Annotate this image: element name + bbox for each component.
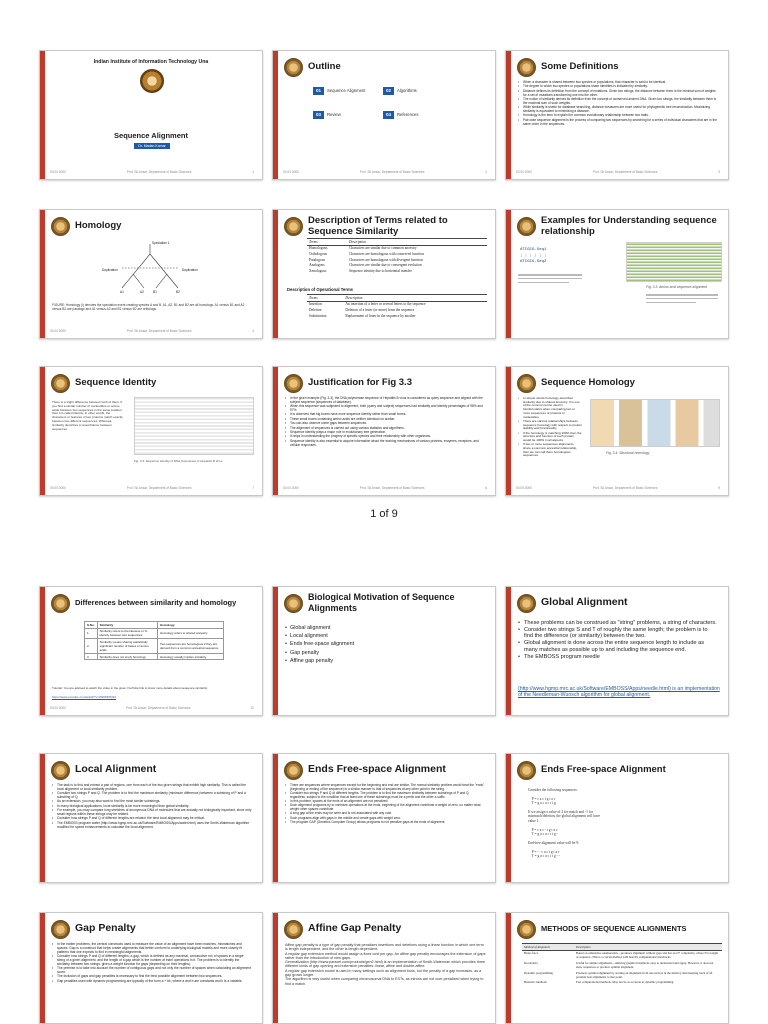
description-text (518, 274, 582, 285)
slide-footer (50, 706, 254, 712)
slide-title: Description of Terms related to Sequence Similarity (308, 215, 448, 237)
gap-penalty-list (52, 943, 252, 984)
emboss-needle-link[interactable]: (http://www.hgmp.mrc.ac.uk/Software/EMBOSS/Apps/needle.html) is an implementation of the Needleman-Wunsch algorithm for global alignment. (518, 686, 720, 698)
institute-logo-icon (284, 374, 303, 393)
table-row (85, 639, 224, 654)
identity-explanation: There is a slight difference between both of them. If you find a similar number of nucleotides or amino acids between two sequences in the same position, then it is called identity. In other words, the characters or features of two proteins match exactly between two different sequences. Whereas, similarity describes a resemblance between sequences. (52, 400, 123, 431)
footer-date: 00.00.0000 (516, 486, 532, 490)
outline-label-1[interactable]: Sequence Alignment (327, 88, 366, 93)
slide-title: Global Alignment (541, 596, 628, 608)
slide-thumbnail-2[interactable] (272, 50, 496, 180)
institute-name: Indian Institute of Information Technology Una (93, 59, 209, 65)
ends-free-list (285, 784, 485, 825)
homology-list (518, 397, 582, 459)
tree-label: Speciation 1 (152, 241, 170, 245)
slide-accent-bar (40, 210, 45, 338)
institute-logo-icon (284, 761, 303, 780)
affine-gap-text: Affine gap penalty is a type of gap penalty that penalizes insertions and deletions using a linear function in which one term is length independent, and the other is length dependent. A regular gap extension method would assign a fixed cost per gap. An affine gap penalty encourages the extension of gaps rather than the introduction of new gaps. Generalization (http://www.paracel.com/products/gen2.html) is an implementation of Smith-Waterman which provides three different kinds of gap opening and extension penalties: linear, affine and double-affine. A regular gap extension model is used in many settings such as alignment tools, but the penalty of a gap increases, as a gap grows longer. The algorithm is very useful when comparing chromosomal DNA to ESTs, as introns are not over-penalized when trying to find a match. (285, 943, 486, 986)
presentation-title: Sequence Alignment (114, 131, 188, 140)
footer-center: Prof. Sk Ansar, Department of Basic Sciences (359, 170, 425, 174)
tree-leaf: A2 (140, 290, 144, 294)
table-cell: Homologous (309, 246, 328, 251)
footer-page: 3 (718, 170, 720, 174)
slide-thumbnail-13[interactable] (39, 753, 263, 883)
definition-item: • The degree to which two species or populations share identities is indicated by similarity. (518, 85, 718, 89)
slide-title: Local Alignment (75, 763, 157, 775)
definition-item: • Homology is the term to explain the common evolutionary relationship between two traits. (518, 114, 718, 118)
definition-item: • Pair-wise sequence alignment is the process of comparing two sequences by searching for a series of individual characters that are in the same order in the sequences. (518, 119, 718, 127)
alignment-figure (626, 242, 722, 282)
list-item: • In many biological applications, local similarity is far more meaningful than global similarity. (52, 805, 252, 809)
table-cell: Fast computational methods. May not be as accurate as dynamic programming. (576, 980, 675, 985)
slide-accent-bar (506, 587, 511, 715)
footer-center: Prof. Sk Ansar, Department of Basic Sciences (359, 486, 425, 490)
footer-page: 1 (252, 170, 254, 174)
list-item: • In the given example (Fig. 3.3), the DNA polymerase sequence of Hepatitis B virus is considered as query sequence and aligned with the subject sequence (sequences of database). (285, 397, 485, 405)
table-cell: Heuristic methods (524, 980, 547, 985)
motivation-list (285, 625, 485, 666)
sequence-1: ATCGCG-Seq1 (520, 248, 547, 252)
table-header-row (307, 239, 487, 246)
footer-page: 2 (485, 170, 487, 174)
slide-title: Some Definitions (541, 61, 619, 72)
definition-item: • The notion of similarity derives its definition from the concept of conserved ancient DNA. Given two strings, the similarity between them is the maximal sum of such weights. (518, 98, 718, 106)
list-item: • It is observed that big boxes have more sequence identity rather than small boxes. (285, 413, 485, 417)
slide-footer (50, 486, 254, 492)
slide-accent-bar (40, 51, 45, 179)
slide-accent-bar (273, 51, 278, 179)
table-cell: Paralogous (309, 257, 325, 262)
list-item: • Consider two strings P and Q of different lengths. The problem is to find the maximum similarity between substrings of P and Q, regardless, subject to the condition that at least one of these substrings must be a prefix and the other a suffix. (285, 792, 485, 799)
table-cell: Useful for simple alignments—utilizing graphical methods, easy to understand and apply. However, it does not show sequences or produce optimal alignment. (576, 960, 714, 969)
table-cell: Similarity does not imply homology (97, 653, 157, 660)
table-cell: Characters are similar due to common ancestry (349, 246, 417, 251)
slide-footer (50, 329, 254, 335)
institute-logo-icon (284, 920, 303, 939)
figure-caption: FIGURE: Homology (i) denotes the speciation event creating species A and B. A1, A2, B1 and B2 are all homologs. A1 versus B1 and A2 versus B2 are paralogs and A1 versus A2 and B1 versus B2 are orthologs. (52, 303, 245, 311)
list-item: • Ends free-space alignment (285, 641, 485, 649)
outline-number-2: 02 (383, 87, 394, 95)
list-item: • Sequence identity plays a major role in evolutionary tree generation. (285, 431, 485, 435)
list-item: • Global alignment is done across the entire sequence length to include as many matches as possible up to and including the sequence end. (518, 640, 718, 653)
table-cell: Homology usually implies similarity (157, 653, 223, 660)
list-item: • These small boxes containing amino acids are neither identical nor similar. (285, 418, 485, 422)
column-header: Similarity (97, 622, 157, 629)
list-item: • These problems can be construed as "string" problems, a string of characters. (518, 620, 718, 626)
slide-footer (283, 170, 487, 176)
table-cell: 3. (85, 653, 98, 660)
slide-thumbnail-4[interactable] (39, 209, 263, 339)
slide-footer (50, 170, 254, 176)
slide-accent-bar (40, 913, 45, 1023)
slide-thumbnail-8[interactable] (272, 366, 496, 496)
footer-page: 7 (252, 486, 254, 490)
column-header: Method of Alignment (522, 944, 574, 951)
list-item: • The program GAP (Genetics Computer Group) allows programs to not penalize gaps at the ends of alignment. (285, 821, 485, 825)
sequence-2: ATCGCG-Seq2 (520, 260, 547, 264)
list-item: • Such alignment programs try to minimize operations at the ends, beginning of the alignment contribute a weight of zero, no matter what weight other spaces contribute. (285, 804, 485, 811)
sequence-connector: | | | | | | (520, 254, 547, 258)
slide-thumbnail-15[interactable] (505, 753, 729, 883)
tree-leaf: B2 (176, 290, 180, 294)
column-header: Homology (157, 622, 223, 629)
table-cell: Characters are homologous with conserved function (349, 251, 424, 256)
institute-logo-icon (517, 920, 536, 939)
slide-title: Justification for Fig 3.3 (308, 377, 412, 388)
institute-logo-icon (517, 217, 536, 236)
definition-item: • When a character is shared between two species or populations, that character is said to be identical. (518, 81, 718, 85)
footer-date: 00.00.0000 (50, 486, 66, 490)
definition-item: • While similarity is useful for database searching, distance measures are more useful for phylogenetic tree reconstruction. Maximizing similarity is equivalent to minimizing a distance. (518, 106, 718, 114)
table-row (522, 960, 722, 970)
limb-homology-image (590, 399, 720, 447)
outline-number-4: 04 (383, 111, 394, 119)
footer-page: 10 (250, 706, 254, 710)
table-cell: Analogous (309, 263, 325, 268)
figure-caption: Fig. 3.4: Structural homology (606, 451, 650, 455)
table-cell: Similarity refers to the likeness or % identity between two sequences (97, 628, 157, 639)
footer-center: Prof. Sk Ansar, Department of Basic Sciences (126, 329, 192, 333)
column-header: Description (574, 944, 722, 951)
table-row (85, 628, 224, 639)
column-header: Description (347, 239, 487, 246)
table-row (522, 979, 722, 985)
slide-thumbnail-3[interactable] (505, 50, 729, 180)
figure-caption: Fig. 3.3: Sequence identity of DNA polymerase in Hepatitis B Virus. (134, 459, 224, 463)
list-item: • There are sequences where sequences except for the beginning and end are similar. The normal similarity problem would treat the "ends" (beginning or ending of the sequence) in a similar manner to that of sequences at any other point in the string. (285, 784, 485, 791)
table-cell: Insertion (309, 302, 322, 307)
list-item: • When this sequence was subjected to alignment, both (query and subject) sequences had similarity and identity percentages of 98% and 97%. (285, 405, 485, 413)
outline-label-3[interactable]: Review (327, 112, 341, 117)
table-cell: 2. (85, 639, 98, 654)
slide-title: Ends Free-space Alignment (308, 763, 446, 775)
justification-list (285, 397, 485, 448)
institute-logo-icon (51, 594, 70, 613)
slide-accent-bar (506, 51, 511, 179)
differences-table (84, 621, 224, 660)
column-header: S.No. (85, 622, 98, 629)
slide-thumbnail-14[interactable] (272, 753, 496, 883)
slide-title: Examples for Understanding sequence relationship (541, 215, 717, 237)
slide-accent-bar (40, 754, 45, 882)
table-row (85, 653, 224, 660)
footer-date: 00.00.0000 (50, 329, 66, 333)
footer-center: Prof. Sk Ansar, Department of Basic Sciences (125, 706, 191, 710)
list-item: • Global alignment (285, 625, 485, 633)
table-cell: Two sequences are homologous if they are derived from a common ancestral sequence (157, 639, 223, 654)
table-cell: Characters are homologous with divergent function (349, 257, 423, 262)
slide-thumbnail-11[interactable] (272, 586, 496, 716)
outline-number-1: 01 (313, 87, 324, 95)
footer-center: Prof. Sk Ansar, Department of Basic Sciences (592, 486, 658, 490)
table-cell: Dynamic programming (524, 970, 553, 975)
tree-leaf: A1 (120, 290, 124, 294)
institute-logo-icon (51, 217, 70, 236)
table-cell: Brute-force (524, 951, 539, 956)
slide-thumbnail-12[interactable] (505, 586, 729, 716)
page-indicator: 1 of 9 (370, 508, 398, 520)
institute-logo-icon (517, 761, 536, 780)
slide-title: Ends Free-space Alignment (541, 764, 666, 775)
table-row (307, 313, 487, 319)
outline-label-4[interactable]: References (397, 112, 419, 117)
slide-thumbnail-18[interactable] (505, 912, 729, 1024)
table-cell: Produces optimal alignment by starting an alignment from one end (as in the matrix), then keeping track of all possible best alignments to that point. (576, 970, 713, 979)
table-cell: Replacement of letter in the sequence by another (345, 313, 416, 318)
institute-logo-icon (517, 58, 536, 77)
slide-thumbnail-7[interactable] (39, 366, 263, 496)
footer-page: 4 (252, 329, 254, 333)
slide-title: Biological Motivation of Sequence Alignments (308, 592, 455, 613)
tree-label: Duplication (182, 268, 198, 272)
tree-label: Duplication (102, 268, 118, 272)
table-header-row (307, 295, 487, 302)
institute-logo-icon (51, 374, 70, 393)
table-cell: Homology refers to shared ancestry (157, 628, 223, 639)
footer-page: 9 (718, 486, 720, 490)
slide-thumbnail-5[interactable] (272, 209, 496, 339)
slide-thumbnail-9[interactable] (505, 366, 729, 496)
table-cell: Deletion (309, 307, 322, 312)
institute-logo-icon (51, 761, 70, 780)
slide-thumbnail-10[interactable] (39, 586, 263, 716)
slide-thumbnail-16[interactable] (39, 912, 263, 1024)
footer-center: Prof. Sk Ansar, Department of Basic Sciences (126, 486, 192, 490)
table-cell: An insertion of a letter or several letters to the sequence (345, 302, 426, 307)
author-badge: Dr. Madan Kumar (134, 143, 170, 149)
list-item: • Gap penalty (285, 650, 485, 658)
global-alignment-list (518, 620, 718, 661)
figure-caption: Fig. 3.3: Amino acid sequence alignment (646, 285, 708, 289)
column-header: Terms (307, 295, 343, 302)
slide-footer (516, 170, 720, 176)
slide-footer (283, 486, 487, 492)
slide-accent-bar (273, 754, 278, 882)
definition-item: • Distance defines its definition from the concept of mutations. Given two strings, the distance between them is the minimal sum of weights for a set of mutations transforming one into the other. (518, 90, 718, 98)
list-item: • Consider two strings P and Q. The problem is to find the maximum similarity (minimum difference) between a substring of P and a substring of Q. (52, 792, 252, 800)
list-item: • If the homology is matching 100% then the structure and function of such protein would be 100% in all aspects. (518, 432, 582, 443)
list-item: • The alignment of sequences is carried out using various statistics and algorithms. (285, 427, 485, 431)
table-row (307, 268, 487, 274)
footer-center: Prof. Sk Ansar, Department of Basic Sciences (592, 170, 658, 174)
footer-date: 00.00.0000 (50, 170, 66, 174)
table-cell: Deletion of a letter (or more) from the sequence (345, 307, 415, 312)
list-item: • In this problem, spaces at the ends of an alignment are not penalized. (285, 800, 485, 804)
list-item: • Such programs align with gaps in the middle and create gaps with weight zero. (285, 817, 485, 821)
table-cell: Substitution (309, 313, 327, 318)
table-header-row (85, 622, 224, 629)
definition-list (518, 81, 718, 127)
list-item: • Local alignment (285, 633, 485, 641)
footer-center: Prof. Sk Ansar, Department of Basic Sciences (126, 170, 192, 174)
list-item: • Consider how strings P and Q of different lengths, a gap, which is defined as any maximal, consecutive run of spaces in a single string of a given alignment, and the length of a gap which is the number of indel operations in it. The problem is to identify the similarity between two strings, given a weight function for gaps (depending on their lengths). (52, 955, 252, 966)
table-cell: Dot-matrix (524, 960, 538, 965)
table-cell: 1. (85, 628, 98, 639)
table-cell: Based on exhaustive enumeration—produces alignment without gaps and has an O* complexity, where N is length of sequence. This is a crucial method with heavily computational drawbacks. (576, 951, 719, 960)
list-item: • Gap penalties used with dynamic programming are typically of the form a + bk, where a and b are constants and k is a variable. (52, 980, 252, 984)
outline-number-3: 03 (313, 111, 324, 119)
list-item: • The EMBOSS program water (http://www.hgmp.mrc.ac.uk/Software/EMBOSS/Apps/water.html) uses the Smith-Waterman algorithm modified for speed enhancements to calculate the local alignment. (52, 822, 252, 830)
table-cell: Sequence identity due to horizontal transfer (349, 268, 412, 273)
tree-leaf: B1 (153, 290, 157, 294)
institute-logo-icon (517, 374, 536, 393)
list-item: • For example, you may compare long stretches of anonymous DNA of molecules that are actually not biologically important, since only small regions within these strings may be related. (52, 809, 252, 817)
table-row (522, 950, 722, 960)
list-item: • The task is to find and extract a pair of regions, one from each of the two given strings that exhibit high similarity. This is called the local alignment or local similarity problem. (52, 784, 252, 792)
column-header: Description (343, 295, 487, 302)
table-cell: Similarity means sharing statistically significant number of bases or amino acids (97, 639, 157, 654)
slide-title: Differences between similarity and homology (75, 598, 237, 607)
slide-title: Outline (308, 61, 341, 72)
slide-accent-bar (506, 367, 511, 495)
institute-logo-icon (51, 920, 70, 939)
tutorial-note: Tutorial: You are advised to watch the video in the given YouTube link to know more details about sequence similarity: (52, 686, 208, 690)
list-item: • Consider two strings S and T of roughly the same length; the problem is to find the difference (or similarity) between the two. (518, 627, 718, 640)
list-item: • In simple words homology describes similarity due to shared ancestry. It is one of the common terms used in bioinformatics when comparing two or more sequences of proteins or nucleotides. (518, 397, 582, 419)
institute-logo-icon (284, 58, 303, 77)
list-item: • You can also observe some gaps between sequences. (285, 422, 485, 426)
figure-description (646, 294, 718, 305)
table-subtitle: Description of Operational Terms (287, 287, 354, 292)
institute-logo-icon (284, 594, 303, 613)
slide-accent-bar (273, 913, 278, 1023)
footer-date: 00.00.0000 (283, 170, 299, 174)
slide-title: Sequence Identity (75, 377, 157, 388)
slide-accent-bar (506, 210, 511, 338)
operational-terms-table (307, 294, 487, 318)
list-item: • If two or more sequences alignments share a common ancestral relationship, then we can call them homologous sequences. (518, 443, 582, 458)
slide-thumbnail-6[interactable] (505, 209, 729, 339)
footer-date: 00.00.0000 (516, 170, 532, 174)
outline-label-2[interactable]: Algorithms (397, 88, 417, 93)
slide-accent-bar (273, 210, 278, 338)
list-item: • The premise is to take into account the number of contiguous gaps and not only the number of spaces when calculating an alignment score. (52, 967, 252, 975)
table-cell: Orthologous (309, 251, 327, 256)
alignment-methods-table (522, 943, 722, 985)
slide-title: METHODS OF SEQUENCE ALIGNMENTS (541, 924, 687, 933)
end-free-example: Consider the following sequences: P = c a c t g t a c T = g a c a c t t g If we assign a value of 2 for match and -1 for mismatch/deletion, the global alignment will have value 1: P = c a c - t g t a c T = g a c a c t t g - End-free alignment value will be 9: P = - - c a c t g t a c T = g a c a c t t g - - (528, 788, 601, 859)
list-item: • A long gap at the ends may be seen and is not associated with any cost. (285, 812, 485, 816)
slide-accent-bar (273, 587, 278, 715)
tutorial-link[interactable]: https://www.youtube.com/watch?v=Wk6MPfQ9d (52, 695, 116, 699)
institute-logo-icon (140, 69, 164, 93)
slide-footer (516, 486, 720, 492)
institute-logo-icon (284, 217, 303, 236)
slide-thumbnail-17[interactable] (272, 912, 496, 1024)
list-item: • It helps in understanding the progeny of specific species and their relationship with other organisms. (285, 435, 485, 439)
slide-title: Sequence Homology (541, 377, 635, 388)
table-header-row (522, 944, 722, 951)
local-alignment-list (52, 784, 252, 830)
slide-thumbnail-1[interactable] (39, 50, 263, 180)
footer-date: 00.00.0000 (283, 486, 299, 490)
list-item: • The EMBOSS program needle (518, 654, 718, 660)
list-item: • There are various relationships between sequence homology with respect to protein stability and functionality. (518, 420, 582, 431)
slide-accent-bar (273, 367, 278, 495)
footer-date: 00.00.0000 (50, 706, 66, 710)
slide-accent-bar (506, 913, 511, 1023)
list-item: • Affine gap penalty (285, 658, 485, 666)
table-row (522, 970, 722, 980)
list-item: • Consider how strings P and Q of different lengths are related: the best local alignment may be critical. (52, 817, 252, 821)
footer-page: 8 (485, 486, 487, 490)
institute-logo-icon (517, 594, 536, 613)
identity-alignment-image (134, 397, 254, 455)
terms-table (307, 238, 487, 274)
slide-title: Gap Penalty (75, 922, 136, 934)
list-item: • Sequence identity is also essential to acquire information about the working mechanisms of various proteins, enzymes, receptors, and cellular responses. (285, 440, 485, 448)
slide-title: Homology (75, 220, 122, 231)
table-cell: Xenologous (309, 268, 327, 273)
slide-accent-bar (40, 367, 45, 495)
table-cell: Characters are similar due to convergent evolution (349, 263, 422, 268)
slide-title: Affine Gap Penalty (308, 922, 402, 934)
column-header: Terms (307, 239, 347, 246)
list-item: • The inclusion of gaps and gap penalties is necessary to find the best possible alignment between two sequences. (52, 975, 252, 979)
list-item: • As an extension, you may also want to find the most similar substrings. (52, 800, 252, 804)
slide-accent-bar (506, 754, 511, 882)
list-item: • In the earlier problems, the central constructs used to measure the value of an alignment have been matches, mismatches and spaces. Gap is a construct that helps create alignments that better conform to underlying biological models and more closely fit patterns that one expects to find in meaningful alignments. (52, 943, 252, 954)
slide-accent-bar (40, 587, 45, 715)
